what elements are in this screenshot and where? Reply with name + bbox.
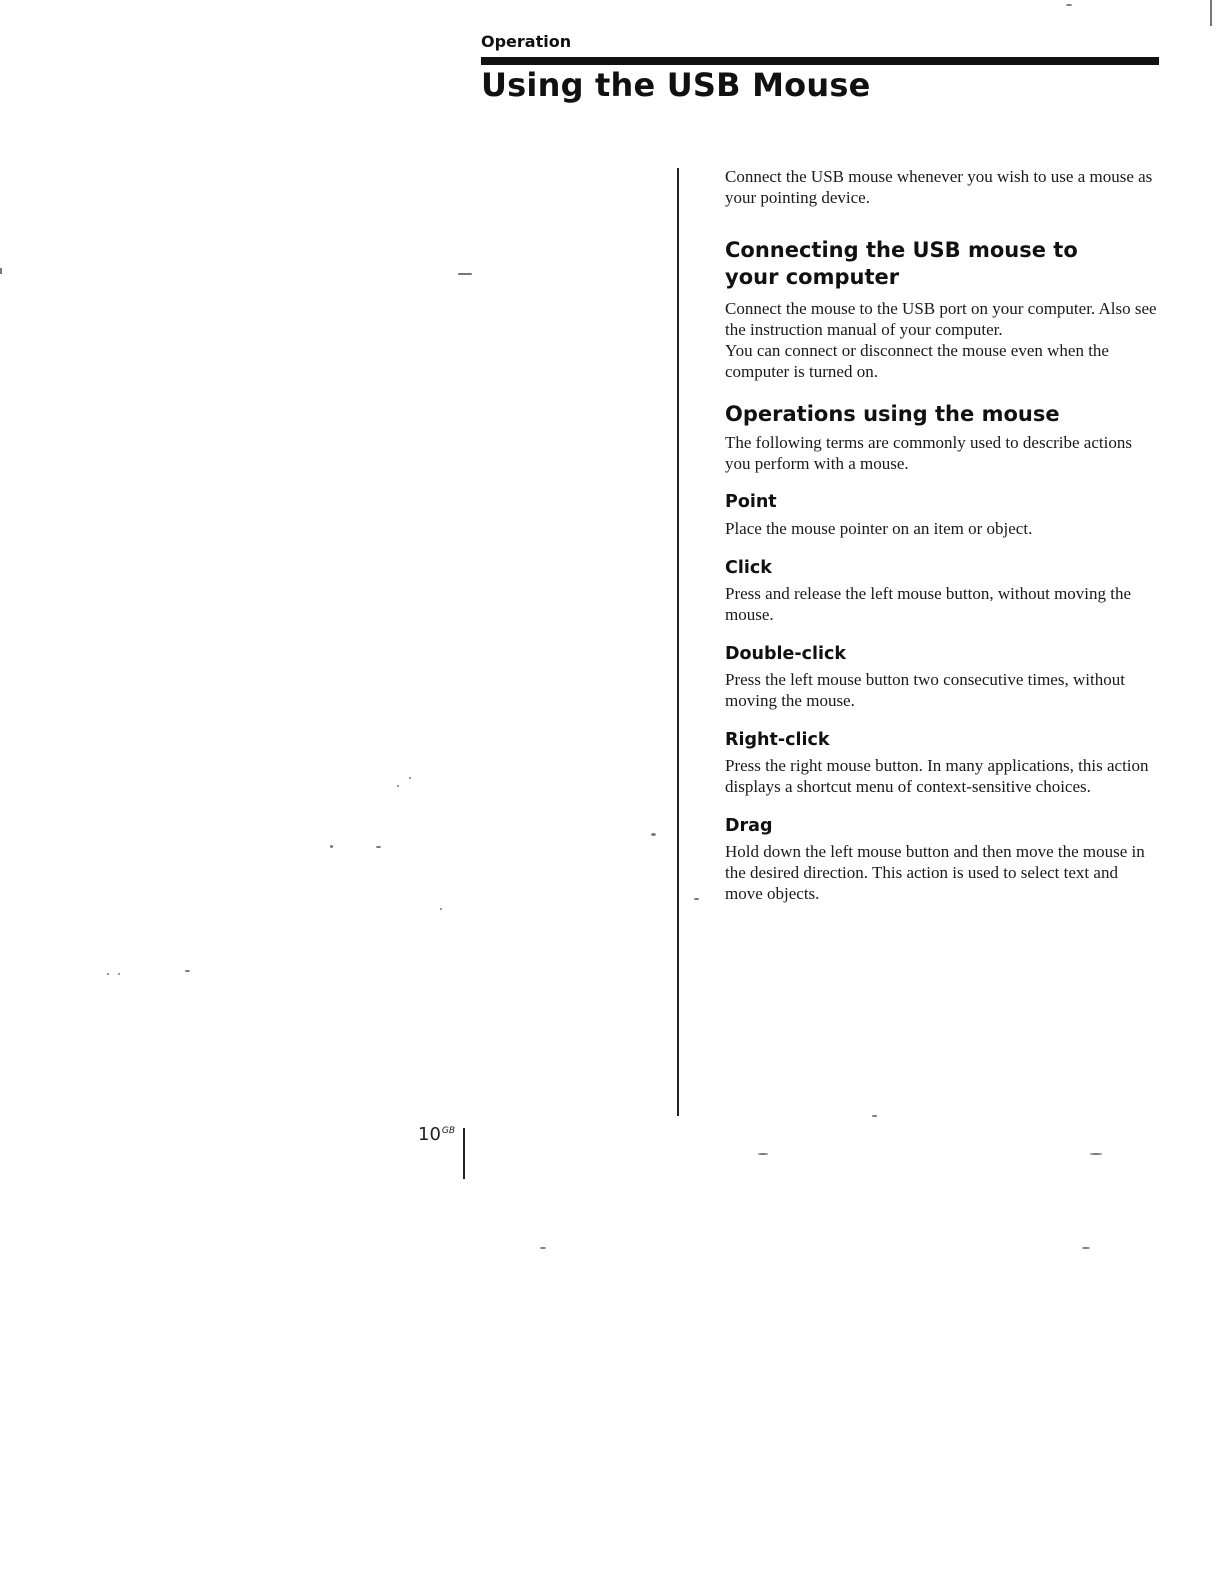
scan-speck: [540, 1247, 546, 1249]
definition-drag: Hold down the left mouse button and then move the mouse in the desired direction. This action is used to select text and move objects.: [725, 842, 1145, 903]
section-heading-connecting: Connecting the USB mouse to your computer: [725, 238, 1078, 289]
header-rule: [481, 57, 1159, 65]
term-right-click: Right-click: [725, 730, 830, 750]
definition-point: Place the mouse pointer on an item or object.: [725, 519, 1033, 538]
scan-speck: [1210, 0, 1212, 26]
page-number-value: 10: [418, 1124, 441, 1145]
scan-speck: [0, 268, 2, 274]
term-double-click: Double-click: [725, 644, 847, 664]
intro-paragraph: Connect the USB mouse whenever you wish to use a mouse as your pointing device.: [725, 167, 1153, 207]
scan-speck: [440, 908, 442, 910]
term-drag: Drag: [725, 816, 773, 836]
footer-rule: [463, 1128, 465, 1179]
scan-speck: [118, 973, 120, 975]
page-number-suffix: GB: [441, 1126, 456, 1136]
definition-double-click: Press the left mouse button two consecutive times, without moving the mouse.: [725, 670, 1125, 710]
scan-speck: [185, 970, 190, 972]
scan-speck: [694, 898, 699, 900]
page-number: [418, 1124, 455, 1145]
definition-click: Press and release the left mouse button, without moving the mouse.: [725, 584, 1132, 624]
scan-speck: [397, 785, 399, 787]
scan-speck: [872, 1115, 877, 1117]
scan-speck: [409, 777, 411, 779]
scan-speck: [1066, 4, 1072, 6]
scan-speck: [651, 833, 656, 836]
scan-speck: [330, 845, 333, 848]
scan-speck: [458, 273, 472, 275]
section-label: Operation: [481, 32, 572, 51]
operations-paragraph: The following terms are commonly used to describe actions you perform with a mouse.: [725, 433, 1132, 473]
main-content: [725, 166, 1157, 904]
column-divider: [677, 168, 679, 1116]
scan-speck: [1082, 1247, 1090, 1249]
scan-speck: [107, 973, 109, 975]
connecting-paragraph-2: You can connect or disconnect the mouse even when the computer is turned on.: [725, 341, 1109, 381]
scan-speck: [758, 1153, 768, 1155]
definition-right-click: Press the right mouse button. In many applications, this action displays a shortcut menu of context-sensitive choices.: [725, 756, 1149, 796]
scan-speck: [376, 846, 381, 848]
connecting-paragraph-1: Connect the mouse to the USB port on your computer. Also see the instruction manual of your computer.: [725, 299, 1157, 339]
section-heading-operations: Operations using the mouse: [725, 402, 1060, 426]
term-click: Click: [725, 558, 772, 578]
scan-speck: [1090, 1153, 1102, 1155]
term-point: Point: [725, 492, 777, 512]
page-title: Using the USB Mouse: [481, 66, 871, 104]
